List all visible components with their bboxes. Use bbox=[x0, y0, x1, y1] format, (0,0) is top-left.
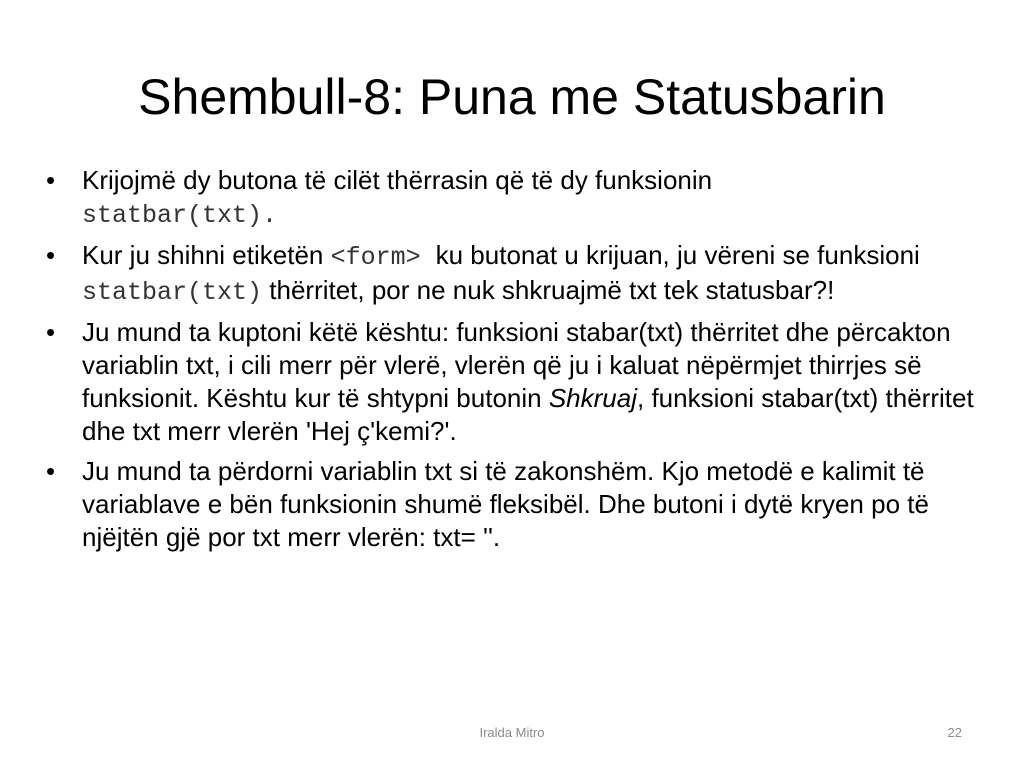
page-number: 22 bbox=[947, 725, 962, 740]
bullet-item bbox=[44, 164, 994, 232]
bullet-item bbox=[44, 239, 994, 309]
bullet-icon: • bbox=[46, 165, 56, 195]
code-span: <form> bbox=[330, 243, 436, 272]
bullet-icon: • bbox=[46, 317, 56, 347]
bullet-icon: • bbox=[46, 456, 56, 486]
code-span: statbar(txt) bbox=[82, 278, 263, 307]
bullet-list bbox=[44, 164, 994, 561]
bullet-text: Krijojmë dy butona të cilët thërrasin që të dy funksionin bbox=[82, 165, 713, 195]
code-span: statbar(txt). bbox=[82, 201, 278, 230]
bullet-text: Ju mund ta kuptoni këtë kështu: funksioni stabar(txt) thërritet dhe përcakton variablin txt, i cili merr për vlerë, vlerën që ju i kaluat nëpërmjet thirrjes së funksionit. Kështu kur të shtypni butonin bbox=[82, 317, 951, 413]
emphasis-text: Shkruaj bbox=[548, 383, 637, 413]
bullet-text: , funksioni stabar(txt) thërritet dhe txt merr vlerën 'Hej ç'kemi?'. bbox=[82, 383, 974, 446]
bullet-text: Ju mund ta përdorni variablin txt si të zakonshëm. Kjo metodë e kalimit të variablave e bën funksionin shumë fleksibël. Dhe butoni i dytë kryen po të njëjtën gjë por txt merr vlerën: txt= ''. bbox=[82, 456, 929, 552]
footer-author: Iralda Mitro bbox=[479, 725, 545, 740]
bullet-item bbox=[44, 455, 994, 554]
bullet-text: ku butonat u krijuan, ju vëreni se funksioni bbox=[435, 240, 920, 270]
bullet-icon: • bbox=[46, 240, 56, 270]
bullet-item bbox=[44, 316, 994, 448]
slide-title: Shembull-8: Puna me Statusbarin bbox=[138, 69, 886, 125]
bullet-text: thërritet, por ne nuk shkruajmë txt tek statusbar?! bbox=[262, 275, 835, 305]
bullet-text: Kur ju shihni etiketën bbox=[82, 240, 331, 270]
